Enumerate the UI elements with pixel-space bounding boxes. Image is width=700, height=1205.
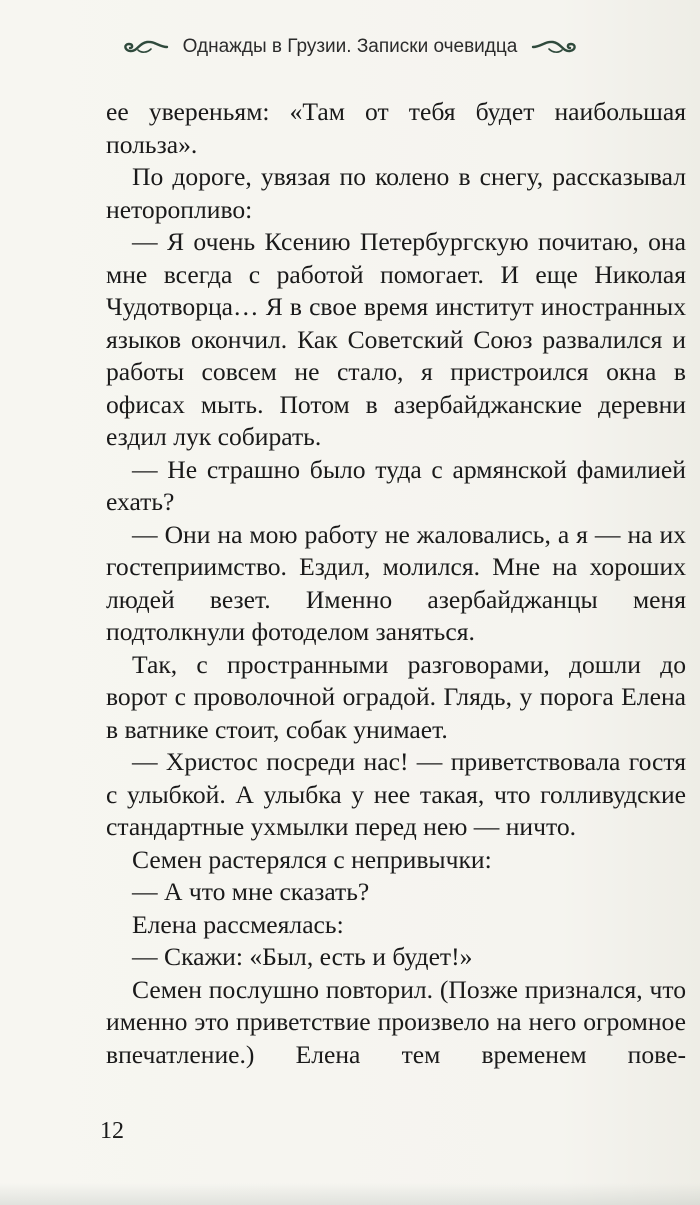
paragraph: Так, с пространными разговорами, дошли до ворот с проволочной оградой. Глядь, у порога Елена в ватнике стоит, собак унимает. <box>106 649 686 744</box>
body-text <box>106 96 686 1071</box>
running-header-title: Однажды в Грузии. Записки очевидца <box>182 36 518 57</box>
page-number: 12 <box>100 1118 124 1144</box>
paragraph: По дороге, увязая по колено в снегу, рассказывал неторопливо: <box>106 162 686 224</box>
paragraph: — Скажи: «Был, есть и будет!» <box>132 942 473 971</box>
paragraph: — Христос посреди нас! — приветствовала гостя с улыбкой. А улыбка у нее такая, что голливудские стандартные ухмылки перед нею — ничто. <box>106 747 686 841</box>
left-swirl-ornament-icon <box>121 38 169 56</box>
paragraph: Семен растерялся с непривычки: <box>132 844 492 874</box>
paragraph: Елена рассмеялась: <box>132 909 344 939</box>
paragraph: — Я очень Ксению Петербургскую почитаю, она мне всегда с работой помогает. И еще Николая Чудотворца… Я в свое время институт иностранных языков окончил. Как Советский Союз развалился и работы совсем не стало, я пристроился окна в офисах мыть. Потом в азербайджанские деревни ездил лук собирать. <box>106 227 686 451</box>
right-swirl-ornament-icon <box>531 38 579 56</box>
paragraph: Семен послушно повторил. (Позже признался, что именно это приветствие произвело на него огромное впечатление.) Елена тем временем пове- <box>106 974 686 1069</box>
page-bottom-edge <box>0 1183 700 1205</box>
paragraph: — Они на мою работу не жаловались, а я — на их гостеприимство. Ездил, молился. Мне на хороших людей везет. Именно азербайджанцы меня подтолкнули фотоделом заняться. <box>106 519 686 646</box>
paragraph: ее увереньям: «Там от тебя будет наибольшая польза». <box>106 97 686 159</box>
paragraph: — А что мне сказать? <box>132 877 370 906</box>
paragraph: — Не страшно было туда с армянской фамилией ехать? <box>106 454 686 516</box>
running-header <box>0 32 700 62</box>
